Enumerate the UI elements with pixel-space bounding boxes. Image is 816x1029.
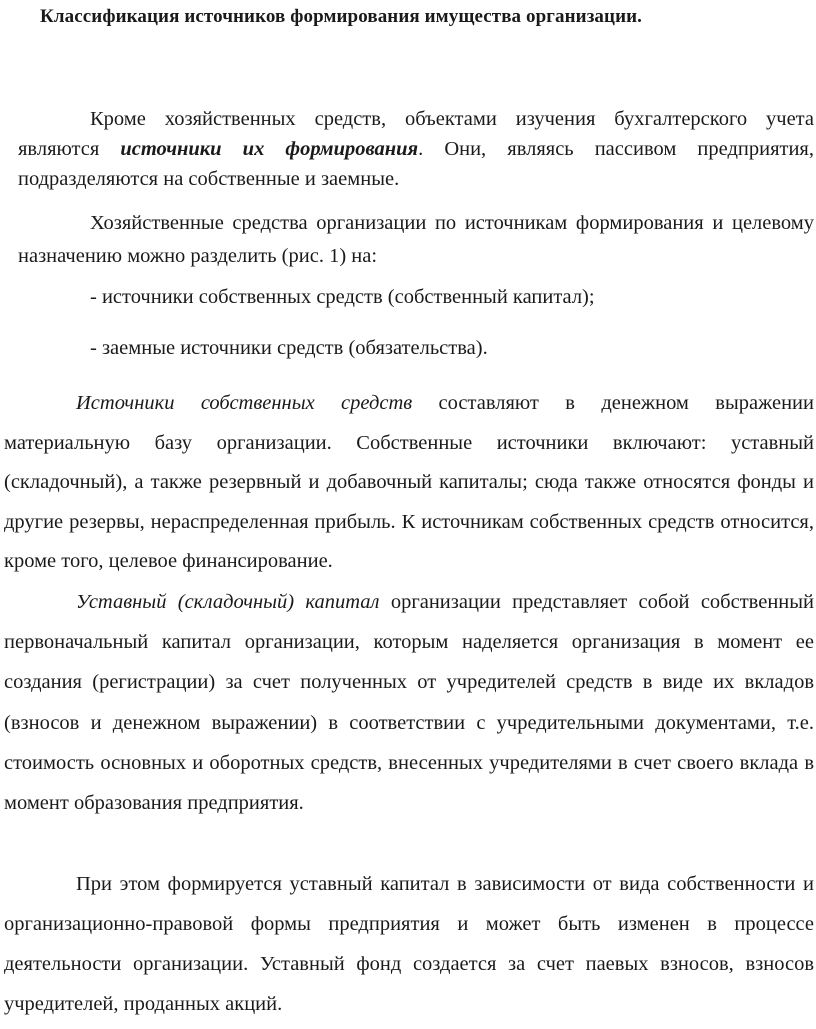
paragraph-intro-text-after: . Они, являясь пассивом предприятия, подразделяются на собственные и заемные. <box>18 138 814 190</box>
list-item-borrowed-sources: - заемные источники средств (обязательства). <box>90 337 488 359</box>
document-title: Классификация источников формирования имущества организации. <box>40 6 643 27</box>
list-item-own-sources: - источники собственных средств (собственный капитал); <box>90 286 595 308</box>
paragraph-charter-capital-text: организации представляет собой собственный первоначальный капитал организации, которым наделяется организация в момент ее создания (регистрации) за счет полученных от учредителей средств в виде их вкладов (взносов и денежном выражении) в соответствии с учредительными документами, т.е. стоимость основных и оборотных средств, внесенных учредителями в счет своего вклада в момент образования предприятия. <box>4 591 814 815</box>
paragraph-own-sources-term: Источники собственных средств <box>76 392 413 414</box>
paragraph-capital-formation: При этом формируется уставный капитал в зависимости от вида собственности и организационно-правовой формы предприятия и может быть изменен в процессе деятельности организации. Уставный фонд создается за счет паевых взносов, взносов учредителей, проданных акций. <box>4 873 814 1015</box>
paragraph-intro-text-before: Кроме хозяйственных средств, объектами изучения бухгалтерского учета являются <box>18 108 814 160</box>
paragraph-classification: Хозяйственные средства организации по источникам формирования и целевому назначению можно разделить (рис. 1) на: <box>18 212 814 267</box>
paragraph-charter-capital <box>4 582 814 823</box>
paragraph-own-sources <box>4 384 814 582</box>
paragraph-charter-capital-term: Уставный (складочный) капитал <box>76 591 380 613</box>
paragraph-intro <box>18 104 814 194</box>
paragraph-own-sources-text: составляют в денежном выражении материальную базу организации. Собственные источники включают: уставный (складочный), а также резервный и добавочный капиталы; сюда также относятся фонды и другие резервы, нераспределенная прибыль. К источникам собственных средств относится, кроме того, целевое финансирование. <box>4 392 814 572</box>
paragraph-intro-term: источники их формирования <box>120 138 419 160</box>
